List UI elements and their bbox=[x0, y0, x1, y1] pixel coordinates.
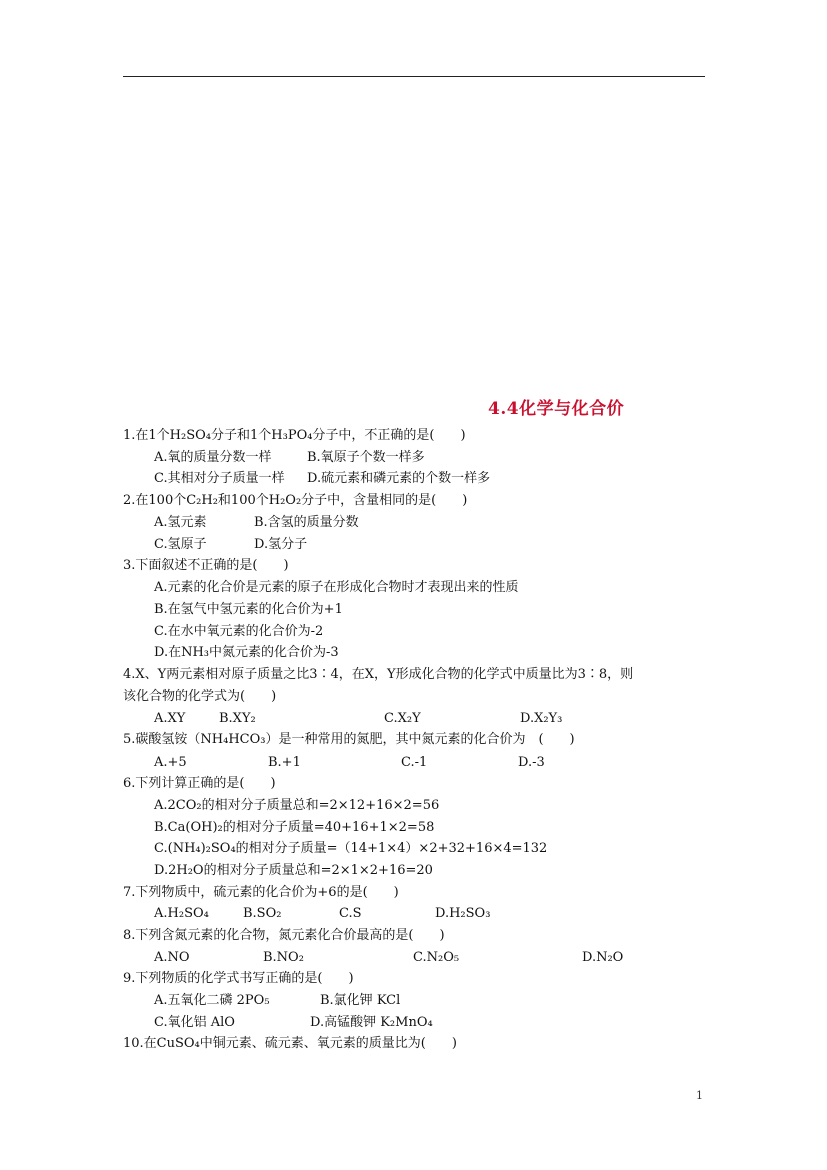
q5-option-c: C.-1 bbox=[401, 755, 428, 770]
q1-option-d: D.硫元素和磷元素的个数一样多 bbox=[307, 471, 491, 486]
q6-option-c: C.(NH₄)₂SO₄的相对分子质量=（14+1×4）×2+32+16×4=132 bbox=[154, 841, 548, 856]
q8-option-a: A.NO bbox=[154, 950, 190, 965]
q4-option-c: C.X₂Y bbox=[384, 711, 421, 726]
page-number: 1 bbox=[696, 1089, 703, 1102]
question-8: 8.下列含氮元素的化合物，氮元素化合价最高的是( ) bbox=[123, 928, 445, 943]
q3-option-c: C.在水中氧元素的化合价为-2 bbox=[154, 624, 324, 639]
question-6: 6.下列计算正确的是( ) bbox=[123, 776, 276, 791]
q9-option-d: D.高锰酸钾 K₂MnO₄ bbox=[310, 1015, 433, 1030]
q6-option-a: A.2CO₂的相对分子质量总和=2×12+16×2=56 bbox=[154, 798, 440, 813]
question-9: 9.下列物质的化学式书写正确的是( ) bbox=[123, 971, 354, 986]
q5-option-b: B.+1 bbox=[268, 755, 301, 770]
q4-option-b: B.XY₂ bbox=[219, 711, 256, 726]
q9-option-b: B.氯化钾 KCl bbox=[320, 993, 401, 1008]
q8-option-d: D.N₂O bbox=[582, 950, 624, 965]
question-4: 4.X、Y两元素相对原子质量之比3∶4，在X，Y形成化合物的化学式中质量比为3∶8，则 bbox=[123, 667, 634, 682]
q7-option-c: C.S bbox=[339, 906, 362, 921]
question-3: 3.下面叙述不正确的是( ) bbox=[123, 558, 289, 573]
q6-option-d: D.2H₂O的相对分子质量总和=2×1×2+16=20 bbox=[154, 863, 433, 878]
q5-option-d: D.-3 bbox=[518, 755, 545, 770]
q9-option-c: C.氧化铝 AlO bbox=[154, 1015, 235, 1030]
page-title: 4.4化学与化合价 bbox=[488, 399, 625, 419]
q7-option-a: A.H₂SO₄ bbox=[154, 906, 209, 921]
q8-option-c: C.N₂O₅ bbox=[413, 950, 460, 965]
question-5: 5.碳酸氢铵（NH₄HCO₃）是一种常用的氮肥，其中氮元素的化合价为 ( ) bbox=[123, 732, 575, 747]
question-10: 10.在CuSO₄中铜元素、硫元素、氧元素的质量比为( ) bbox=[123, 1036, 457, 1051]
q4-option-d: D.X₂Y₃ bbox=[520, 711, 563, 726]
q5-option-a: A.+5 bbox=[154, 755, 187, 770]
q1-option-b: B.氧原子个数一样多 bbox=[307, 450, 425, 465]
q2-option-d: D.氢分子 bbox=[254, 537, 308, 552]
question-2: 2.在100个C₂H₂和100个H₂O₂分子中，含量相同的是( ) bbox=[123, 493, 468, 508]
question-1: 1.在1个H₂SO₄分子和1个H₃PO₄分子中，不正确的是( ) bbox=[123, 428, 466, 443]
q3-option-d: D.在NH₃中氮元素的化合价为-3 bbox=[154, 645, 339, 660]
q1-option-c: C.其相对分子质量一样 bbox=[154, 471, 285, 486]
q1-option-a: A.氧的质量分数一样 bbox=[154, 450, 272, 465]
q8-option-b: B.NO₂ bbox=[263, 950, 304, 965]
q2-option-c: C.氢原子 bbox=[154, 537, 207, 552]
q7-option-b: B.SO₂ bbox=[243, 906, 282, 921]
question-4-continued: 该化合物的化学式为( ) bbox=[123, 689, 277, 704]
header-rule bbox=[123, 76, 705, 77]
q4-option-a: A.XY bbox=[154, 711, 186, 726]
q9-option-a: A.五氧化二磷 2PO₅ bbox=[154, 993, 270, 1008]
question-7: 7.下列物质中，硫元素的化合价为+6的是( ) bbox=[123, 885, 399, 900]
q2-option-b: B.含氢的质量分数 bbox=[254, 515, 359, 530]
q3-option-a: A.元素的化合价是元素的原子在形成化合物时才表现出来的性质 bbox=[154, 580, 519, 595]
q6-option-b: B.Ca(OH)₂的相对分子质量=40+16+1×2=58 bbox=[154, 820, 435, 835]
q2-option-a: A.氢元素 bbox=[154, 515, 207, 530]
q3-option-b: B.在氢气中氢元素的化合价为+1 bbox=[154, 602, 343, 617]
q7-option-d: D.H₂SO₃ bbox=[435, 906, 491, 921]
